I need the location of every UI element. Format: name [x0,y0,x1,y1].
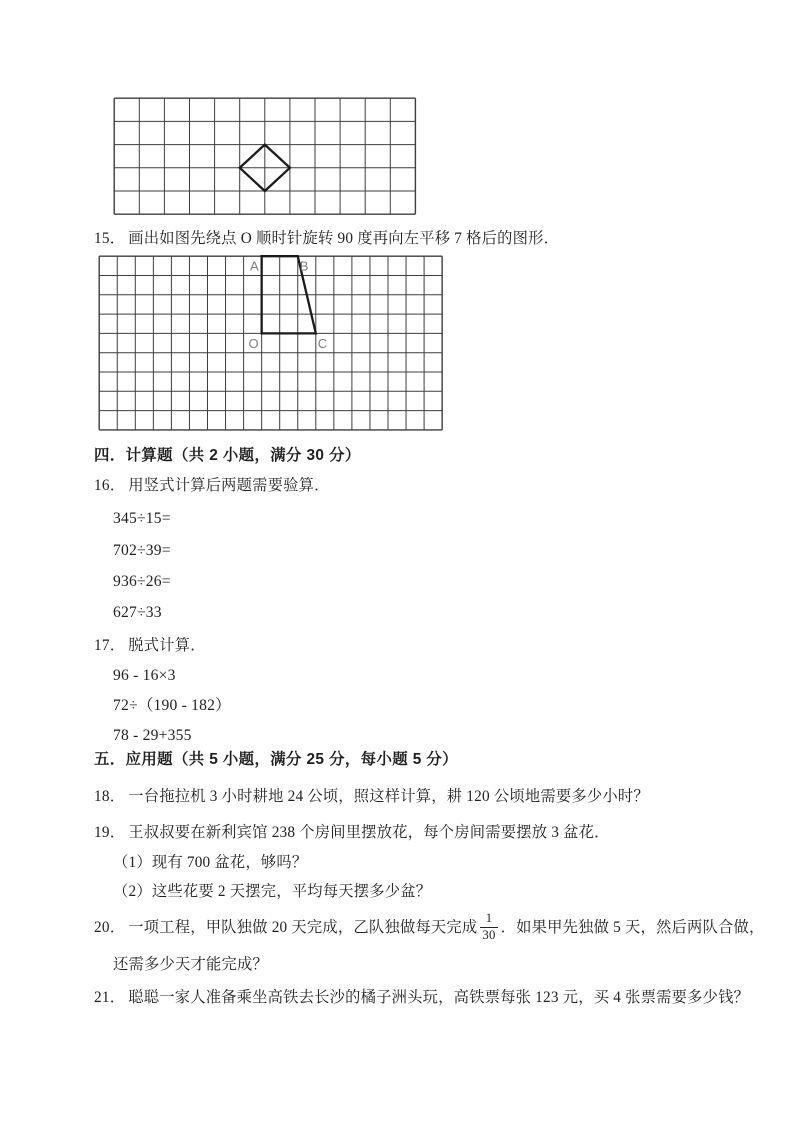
question-18 [94,787,649,806]
question-20 [94,908,764,946]
question-20-text-after: ．如果甲先独做 5 天，然后两队合做， [500,918,765,936]
question-21-number: 21． [94,989,126,1006]
svg-text:A: A [249,258,259,274]
question-19-number: 19． [94,824,126,841]
question-16-number: 16． [94,477,126,494]
division-problem-2: 702÷39= [113,542,171,559]
question-17-text: 脱式计算． [128,637,206,654]
figure-grid-diamond [113,97,418,216]
question-19 [94,823,610,842]
question-21 [94,988,749,1007]
question-18-number: 18． [94,788,126,805]
question-15 [94,229,559,248]
question-15-number: 15． [94,230,126,247]
section-4-title: 四．计算题（共 2 小题，满分 30 分） [94,447,361,464]
expression-problem-2: 72÷（190 - 182） [113,697,231,714]
question-20-line-2: 还需多少天才能完成？ [113,956,268,973]
question-17 [94,636,206,655]
expression-problem-1: 96 - 16×3 [113,667,176,684]
question-21-text: 聪聪一家人准备乘坐高铁去长沙的橘子洲头玩，高铁票每张 123 元，买 4 张票需要多少钱？ [128,989,750,1006]
figure-grid-trapezoid [98,255,444,432]
question-20-text-before: 一项工程，甲队独做 20 天完成，乙队独做每天完成 [128,918,478,936]
question-15-text: 画出如图先绕点 O 顺时针旋转 90 度再向左平移 7 格后的图形． [128,230,560,247]
division-problem-3: 936÷26= [113,573,171,590]
question-19-sub-2: （2）这些花要 2 天摆完，平均每天摆多少盆？ [113,883,432,900]
expression-problem-3: 78 - 29+355 [113,727,192,744]
question-19-sub-1: （1）现有 700 盆花，够吗？ [113,854,308,871]
section-5-title: 五．应用题（共 5 小题，满分 25 分，每小题 5 分） [94,751,458,768]
division-problem-4: 627÷33 [113,604,162,621]
question-16 [94,476,330,495]
division-problem-1: 345÷15= [113,510,171,527]
svg-text:B: B [299,258,309,274]
fraction-1-30 [480,911,497,943]
question-19-text: 王叔叔要在新利宾馆 238 个房间里摆放花，每个房间需要摆放 3 盆花． [128,824,610,841]
question-17-number: 17． [94,637,126,654]
fraction-denominator: 30 [482,927,496,942]
fraction-numerator: 1 [485,911,493,926]
svg-text:O: O [248,335,259,351]
question-18-text: 一台拖拉机 3 小时耕地 24 公顷，照这样计算，耕 120 公顷地需要多少小时？ [128,788,649,805]
svg-text:C: C [317,335,328,351]
question-20-number: 20． [94,918,126,936]
question-16-text: 用竖式计算后两题需要验算． [128,477,330,494]
